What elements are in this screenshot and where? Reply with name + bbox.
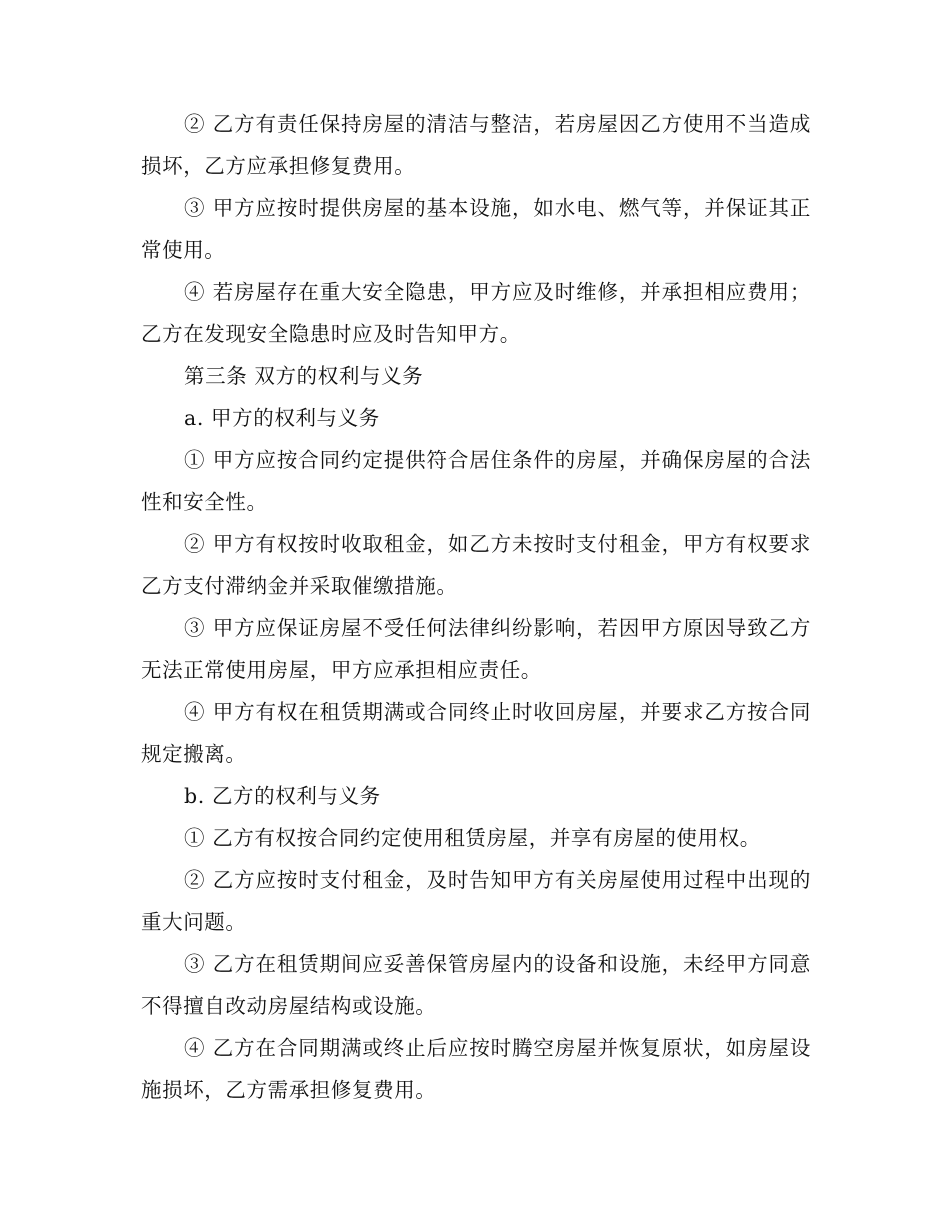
section-a-heading: a. 甲方的权利与义务 <box>184 406 380 430</box>
clause-b-2: ② 乙方应按时支付租金，及时告知甲方有关房屋使用过程中出现的重大问题。 <box>141 868 811 934</box>
document-page <box>141 103 811 1111</box>
clause-b-3: ③ 乙方在租赁期间应妥善保管房屋内的设备和设施，未经甲方同意不得擅自改动房屋结构或设施。 <box>141 952 811 1018</box>
clause-tenant-cleanliness: ② 乙方有责任保持房屋的清洁与整洁，若房屋因乙方使用不当造成损坏，乙方应承担修复费用。 <box>141 112 811 178</box>
clause-a-4: ④ 甲方有权在租赁期满或合同终止时收回房屋，并要求乙方按合同规定搬离。 <box>141 700 811 766</box>
clause-a-2: ② 甲方有权按时收取租金，如乙方未按时支付租金，甲方有权要求乙方支付滞纳金并采取催缴措施。 <box>141 532 811 598</box>
clause-a-3: ③ 甲方应保证房屋不受任何法律纠纷影响，若因甲方原因导致乙方无法正常使用房屋，甲方应承担相应责任。 <box>141 616 811 682</box>
clause-b-4: ④ 乙方在合同期满或终止后应按时腾空房屋并恢复原状，如房屋设施损坏，乙方需承担修复费用。 <box>141 1036 811 1102</box>
section-b-heading: b. 乙方的权利与义务 <box>184 784 381 808</box>
clause-a-1: ① 甲方应按合同约定提供符合居住条件的房屋，并确保房屋的合法性和安全性。 <box>141 448 811 514</box>
clause-b-1: ① 乙方有权按合同约定使用租赁房屋，并享有房屋的使用权。 <box>184 826 761 850</box>
clause-safety-hazards: ④ 若房屋存在重大安全隐患，甲方应及时维修，并承担相应费用；乙方在发现安全隐患时应及时告知甲方。 <box>141 280 811 346</box>
clause-landlord-facilities: ③ 甲方应按时提供房屋的基本设施，如水电、燃气等，并保证其正常使用。 <box>141 196 811 262</box>
article-three-heading: 第三条 双方的权利与义务 <box>184 364 424 388</box>
